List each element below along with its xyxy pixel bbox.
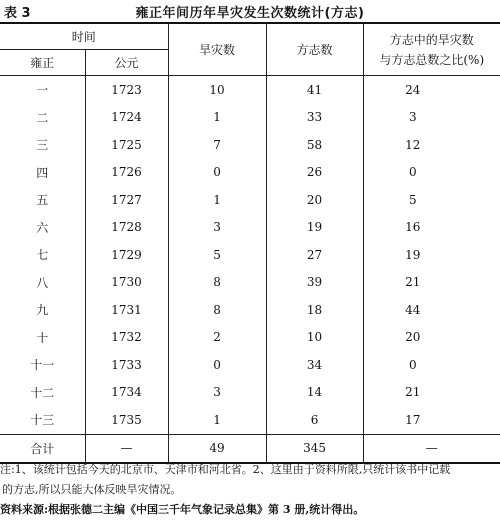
header-ratio-line1: 方志中的旱灾数 <box>389 32 474 47</box>
table-body <box>0 76 500 464</box>
cell-gazetteer-count: 41 <box>266 76 363 104</box>
header-ratio-line2: 与方志总数之比(%) <box>379 52 485 67</box>
cell-reign: 四 <box>0 159 85 187</box>
cell-ratio: 5 <box>408 192 417 207</box>
table-row <box>0 241 500 269</box>
cell-drought-count: 1 <box>168 186 266 214</box>
cell-ad: 1726 <box>85 159 168 187</box>
drought-statistics-table <box>0 22 500 464</box>
cell-ad: 1728 <box>85 214 168 242</box>
cell-drought-count: 7 <box>168 131 266 159</box>
cell-ratio: 24 <box>405 82 421 97</box>
cell-drought-count: 2 <box>168 324 266 352</box>
note-line-1: 注:1、该统计包括今天的北京市、天津市和河北省。2、这里由于资料所限,只统计该书中记载 <box>0 463 451 476</box>
header-reign: 雍正 <box>0 50 85 76</box>
cell-ratio: 0 <box>408 357 417 372</box>
cell-gazetteer-count: 10 <box>266 324 363 352</box>
cell-ad: 1725 <box>85 131 168 159</box>
cell-gazetteer-count: 58 <box>266 131 363 159</box>
table-title: 雍正年间历年旱灾发生次数统计(方志) <box>135 6 365 21</box>
cell-gazetteer-count: 345 <box>266 434 363 463</box>
cell-reign: 六 <box>0 214 85 242</box>
cell-drought-count: 5 <box>168 241 266 269</box>
header-time: 时间 <box>0 23 168 50</box>
cell-gazetteer-count: 33 <box>266 104 363 132</box>
cell-ratio: 0 <box>408 165 417 180</box>
cell-ad: 1734 <box>85 379 168 407</box>
cell-ratio: 44 <box>405 302 421 317</box>
header-ratio <box>363 23 500 76</box>
cell-reign: 二 <box>0 104 85 132</box>
cell-drought-count: 8 <box>168 296 266 324</box>
table-row <box>0 296 500 324</box>
cell-drought-count: 1 <box>168 406 266 434</box>
cell-reign: 七 <box>0 241 85 269</box>
cell-gazetteer-count: 20 <box>266 186 363 214</box>
cell-gazetteer-count: 19 <box>266 214 363 242</box>
cell-gazetteer-count: 18 <box>266 296 363 324</box>
cell-ratio: 20 <box>405 330 421 345</box>
cell-reign: 合计 <box>0 434 85 463</box>
title-row <box>0 2 500 22</box>
table-row <box>0 104 500 132</box>
cell-gazetteer-count: 39 <box>266 269 363 297</box>
cell-ratio: — <box>425 441 438 456</box>
cell-drought-count: 10 <box>168 76 266 104</box>
cell-drought-count: 3 <box>168 379 266 407</box>
cell-reign: 一 <box>0 76 85 104</box>
cell-ratio: 3 <box>408 110 417 125</box>
cell-gazetteer-count: 26 <box>266 159 363 187</box>
cell-ad: 1724 <box>85 104 168 132</box>
table-row <box>0 186 500 214</box>
cell-ad: 1735 <box>85 406 168 434</box>
cell-ad: 1730 <box>85 269 168 297</box>
cell-drought-count: 1 <box>168 104 266 132</box>
notes-section <box>0 460 500 520</box>
cell-reign: 十三 <box>0 406 85 434</box>
cell-reign: 十二 <box>0 379 85 407</box>
cell-drought-count: 0 <box>168 159 266 187</box>
cell-drought-count: 49 <box>168 434 266 463</box>
header-drought-count: 旱灾数 <box>168 23 266 76</box>
table-row <box>0 131 500 159</box>
table-row <box>0 406 500 434</box>
cell-ad: 1731 <box>85 296 168 324</box>
table-row <box>0 159 500 187</box>
header-ad: 公元 <box>85 50 168 76</box>
cell-ratio: 12 <box>405 137 421 152</box>
cell-ratio: 16 <box>405 220 421 235</box>
table-row <box>0 324 500 352</box>
table-row <box>0 351 500 379</box>
cell-drought-count: 3 <box>168 214 266 242</box>
table-number: 表 3 <box>4 6 31 21</box>
cell-ad: 1723 <box>85 76 168 104</box>
header-gazetteer-count: 方志数 <box>266 23 363 76</box>
cell-ad: — <box>85 434 168 463</box>
cell-reign: 五 <box>0 186 85 214</box>
cell-ratio: 19 <box>405 247 421 262</box>
cell-reign: 三 <box>0 131 85 159</box>
cell-drought-count: 0 <box>168 351 266 379</box>
table-row <box>0 76 500 104</box>
cell-ad: 1729 <box>85 241 168 269</box>
cell-ratio: 21 <box>405 275 421 290</box>
table-row <box>0 379 500 407</box>
table-row <box>0 269 500 297</box>
cell-gazetteer-count: 34 <box>266 351 363 379</box>
cell-gazetteer-count: 14 <box>266 379 363 407</box>
cell-drought-count: 8 <box>168 269 266 297</box>
cell-ratio: 21 <box>405 385 421 400</box>
table-row <box>0 214 500 242</box>
cell-gazetteer-count: 6 <box>266 406 363 434</box>
cell-reign: 十一 <box>0 351 85 379</box>
source-line: 资料来源:根据张德二主编《中国三千年气象记录总集》第 3 册,统计得出。 <box>0 503 365 516</box>
cell-reign: 九 <box>0 296 85 324</box>
cell-ratio: 17 <box>405 412 421 427</box>
cell-reign: 十 <box>0 324 85 352</box>
cell-ad: 1732 <box>85 324 168 352</box>
cell-ad: 1727 <box>85 186 168 214</box>
cell-ad: 1733 <box>85 351 168 379</box>
note-line-2: 的方志,所以只能大体反映旱灾情况。 <box>2 483 182 496</box>
cell-gazetteer-count: 27 <box>266 241 363 269</box>
cell-reign: 八 <box>0 269 85 297</box>
total-row <box>0 434 500 463</box>
